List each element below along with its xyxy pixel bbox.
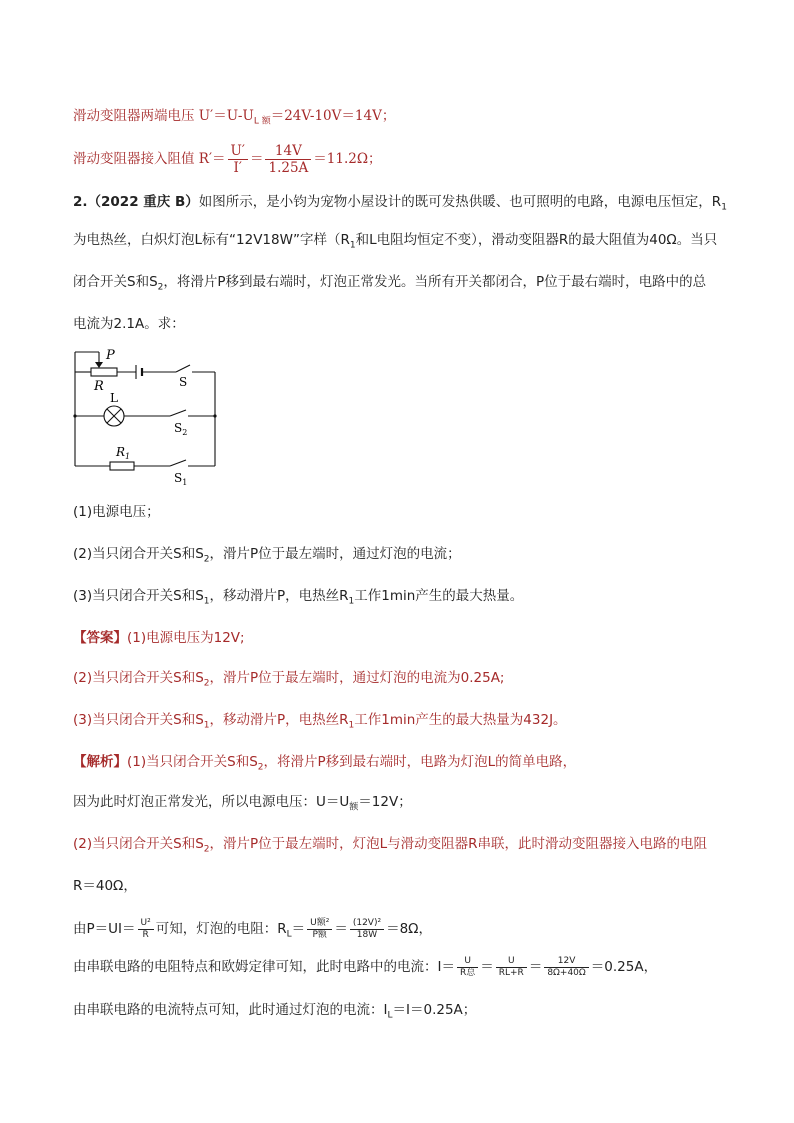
label-r1: $R_1$ [116, 445, 131, 461]
analysis-line-6: 由串联电路的电阻特点和欧姆定律可知，此时电路中的电流：I＝ $\frac{U}{\text{R总}}$ ＝ $\frac{U}{RL+R}$ ＝ $\frac{12V}{8\Omega+40\Omega}$ ＝0.25A， [73, 955, 658, 978]
solution-line-resistance: 滑动变阻器接入阻值 R′＝ $\frac{U'}{I'}$ ＝ $\frac{14V}{1.25A}$ ＝11.2Ω； [73, 142, 382, 176]
analysis-line-4: R＝40Ω， [73, 878, 137, 894]
label-l: L [110, 391, 118, 405]
analysis-line-5: 由P＝UI＝ $\frac{\text{U²}}{R}$ 可知，灯泡的电阻：$R_L=$ $\frac{\text{U额²}}{\text{P额}}$ ＝ $\frac{\text{(12V)²}}{18W}$ ＝8Ω， [73, 917, 432, 940]
analysis-line-2: 因为此时灯泡正常发光，所以电源电压：$U=U_额=12V$； [73, 794, 412, 813]
analysis-line-7: 由串联电路的电流特点可知，此时通过灯泡的电流：$I_L=I=0.25A$； [73, 1002, 477, 1021]
fraction: $\frac{\text{(12V)²}}{18W}$ [350, 918, 384, 941]
question-line-3: 闭合开关S和$S_2$，将滑片P移到最右端时，灯泡正常发光。当所有开关都闭合，P位于最右端时，电路中的总 [73, 274, 707, 293]
answer-1: 【答案】(1)电源电压为12V; [73, 630, 245, 646]
circuit-diagram [66, 344, 226, 490]
fraction: $\frac{U}{\text{R总}}$ [457, 956, 478, 979]
analysis-line-1: 【解析】(1)当只闭合开关S和$S_2$，将滑片P移到最右端时，电路为灯泡L的简单电路， [73, 754, 577, 773]
fraction: $\frac{U'}{I'}$ [228, 143, 248, 176]
answer-3: (3)当只闭合开关S和$S_1$，移动滑片P，电热丝$R_1$工作1min产生的最大热量为432J。 [73, 712, 567, 731]
subquestion-3: (3)当只闭合开关S和$S_1$，移动滑片P，电热丝$R_1$工作1min产生的最大热量。 [73, 588, 524, 607]
solution-line-voltage: 滑动变阻器两端电压 $U'=U-U_{L 额}=24V-10V=14V$； [73, 108, 396, 127]
question-line-4: 电流为2.1A。求： [73, 316, 185, 332]
subquestion-1: (1)电源电压； [73, 504, 160, 520]
analysis-line-3: (2)当只闭合开关S和$S_2$，滑片P位于最左端时，灯泡L与滑动变阻器R串联，此时滑动变阻器接入电路的电阻 [73, 836, 708, 855]
fraction: $\frac{12V}{8\Omega+40\Omega}$ [544, 956, 588, 979]
label-s1: $S_1$ [174, 471, 188, 487]
label-s2: $S_2$ [174, 421, 188, 437]
fraction: $\frac{\text{U²}}{R}$ [138, 918, 154, 941]
fraction: $\frac{\text{U额²}}{\text{P额}}$ [307, 918, 332, 941]
fraction: $\frac{14V}{1.25A}$ [265, 143, 311, 176]
fraction: $\frac{U}{RL+R}$ [496, 956, 527, 979]
question-line-2: 为电热丝，白炽灯泡L标有“12V18W”字样（$R_1$和L电阻均恒定不变），滑动变阻器R的最大阻值为40Ω。当只 [73, 232, 718, 251]
subquestion-2: (2)当只闭合开关S和$S_2$，滑片P位于最左端时，通过灯泡的电流； [73, 546, 461, 565]
question-line-1: 2.（2022 重庆 B）如图所示，是小钧为宠物小屋设计的既可发热供暖、也可照明的电路，电源电压恒定，$R_1$ [73, 194, 727, 213]
label-s: S [179, 375, 188, 389]
label-p: P [106, 348, 115, 363]
answer-2: (2)当只闭合开关S和$S_2$，滑片P位于最左端时，通过灯泡的电流为0.25A; [73, 670, 505, 689]
label-r: R [94, 379, 104, 394]
